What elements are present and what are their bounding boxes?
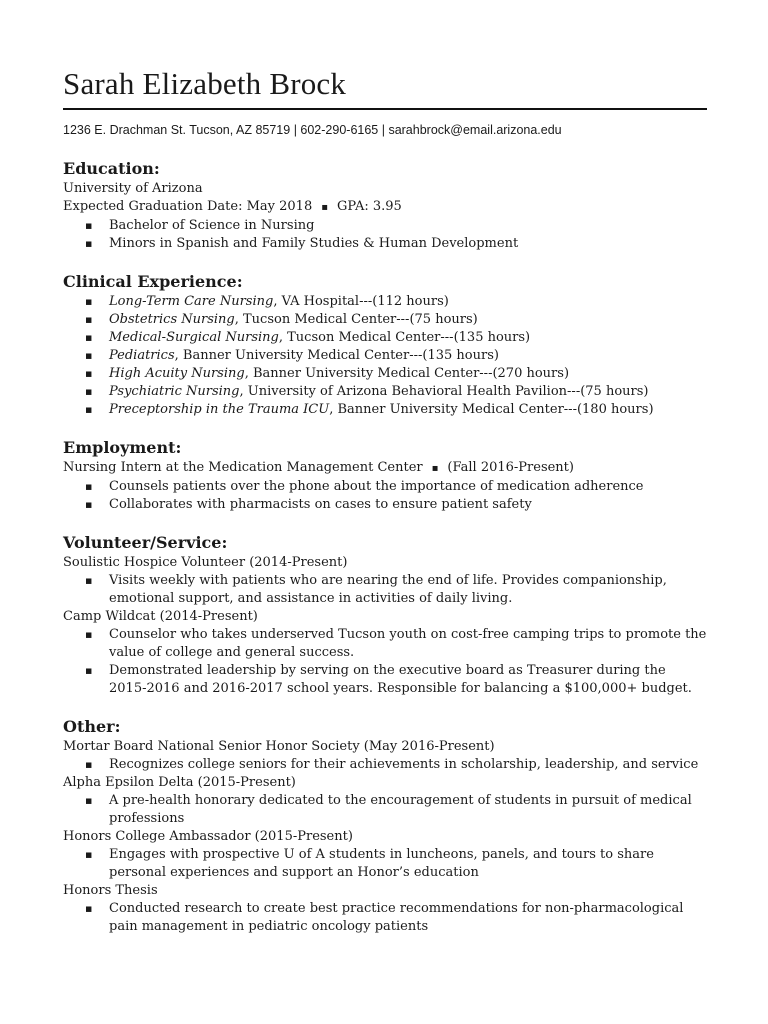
clinical-role: High Acuity Nursing xyxy=(109,366,245,381)
clinical-site: , Banner University Medical Center---(135 hours) xyxy=(174,348,499,363)
list-item: ▪ Counselor who takes underserved Tucson youth on cost-free camping trips to promote the value of college and general success. xyxy=(109,626,707,662)
clinical-role: Pediatrics xyxy=(109,348,175,363)
list-item xyxy=(109,401,707,419)
clinical-site: , VA Hospital---(112 hours) xyxy=(273,294,449,309)
volunteer-heading: Volunteer/Service: xyxy=(63,533,228,552)
gpa: GPA: 3.95 xyxy=(337,199,402,214)
list-item: ▪ Bachelor of Science in Nursing xyxy=(109,217,707,235)
list-item xyxy=(109,311,707,329)
clinical-list xyxy=(63,293,707,419)
header-divider xyxy=(63,108,707,110)
clinical-site: , Tucson Medical Center---(75 hours) xyxy=(234,312,478,327)
other-list xyxy=(63,846,707,882)
volunteer-entry-heading: Camp Wildcat (2014-Present) xyxy=(63,609,258,624)
list-item xyxy=(109,329,707,347)
clinical-role: Long-Term Care Nursing xyxy=(109,294,274,309)
list-item: ▪ Minors in Spanish and Family Studies & Human Development xyxy=(109,235,707,253)
other-heading: Other: xyxy=(63,717,121,736)
volunteer-entry-heading: Soulistic Hospice Volunteer (2014-Present) xyxy=(63,555,348,570)
separator-bullet: ▪ xyxy=(321,202,329,213)
list-item xyxy=(109,347,707,365)
other-entry-heading: Honors Thesis xyxy=(63,883,158,898)
list-item: ▪ Conducted research to create best practice recommendations for non-pharmacological pain management in pediatric oncology patients xyxy=(109,900,707,936)
clinical-role: Psychiatric Nursing xyxy=(109,384,240,399)
other-entry-heading: Honors College Ambassador (2015-Present) xyxy=(63,829,353,844)
list-item: ▪ Recognizes college seniors for their achievements in scholarship, leadership, and service xyxy=(109,756,707,774)
resume-page xyxy=(63,64,707,936)
employment-list xyxy=(63,478,707,514)
resume-name: Sarah Elizabeth Brock xyxy=(63,66,347,101)
clinical-role: Medical-Surgical Nursing xyxy=(109,330,279,345)
other-entry-heading: Alpha Epsilon Delta (2015-Present) xyxy=(63,775,296,790)
volunteer-list xyxy=(63,626,707,698)
employment-job xyxy=(63,459,707,478)
list-item xyxy=(109,293,707,311)
education-heading: Education: xyxy=(63,159,160,178)
education-details xyxy=(63,198,707,217)
list-item: ▪ Engages with prospective U of A students in luncheons, panels, and tours to share personal experiences and support an Honor’s education xyxy=(109,846,707,882)
clinical-site: , Banner University Medical Center---(270 hours) xyxy=(244,366,570,381)
other-list xyxy=(63,792,707,828)
clinical-site: , University of Arizona Behavioral Health Pavilion---(75 hours) xyxy=(239,384,649,399)
other-entry-heading: Mortar Board National Senior Honor Society (May 2016-Present) xyxy=(63,739,495,754)
job-dates: (Fall 2016-Present) xyxy=(447,460,574,475)
list-item: ▪ Demonstrated leadership by serving on the executive board as Treasurer during the 2015-2016 and 2016-2017 school years. Responsible for balancing a $100,000+ budget. xyxy=(109,662,707,698)
other-list xyxy=(63,756,707,774)
volunteer-list xyxy=(63,572,707,608)
list-item xyxy=(109,383,707,401)
clinical-heading: Clinical Experience: xyxy=(63,272,243,291)
clinical-role: Obstetrics Nursing xyxy=(109,312,235,327)
job-title: Nursing Intern at the Medication Management Center xyxy=(63,460,423,475)
graduation-date: Expected Graduation Date: May 2018 xyxy=(63,199,313,214)
employment-heading: Employment: xyxy=(63,438,182,457)
list-item xyxy=(109,365,707,383)
list-item: ▪ A pre-health honorary dedicated to the encouragement of students in pursuit of medical professions xyxy=(109,792,707,828)
education-school: University of Arizona xyxy=(63,181,203,196)
list-item: ▪ Counsels patients over the phone about the importance of medication adherence xyxy=(109,478,707,496)
clinical-site: , Banner University Medical Center---(180 hours) xyxy=(329,402,654,417)
clinical-site: , Tucson Medical Center---(135 hours) xyxy=(278,330,531,345)
other-list xyxy=(63,900,707,936)
clinical-role: Preceptorship in the Trauma ICU xyxy=(109,402,330,417)
education-list xyxy=(63,217,707,253)
contact-line: 1236 E. Drachman St. Tucson, AZ 85719 | 602-290-6165 | sarahbrock@email.arizona.edu xyxy=(63,123,562,137)
list-item: ▪ Visits weekly with patients who are nearing the end of life. Provides companionship, emotional support, and assistance in activities of daily living. xyxy=(109,572,707,608)
list-item: ▪ Collaborates with pharmacists on cases to ensure patient safety xyxy=(109,496,707,514)
separator-bullet: ▪ xyxy=(431,463,439,474)
